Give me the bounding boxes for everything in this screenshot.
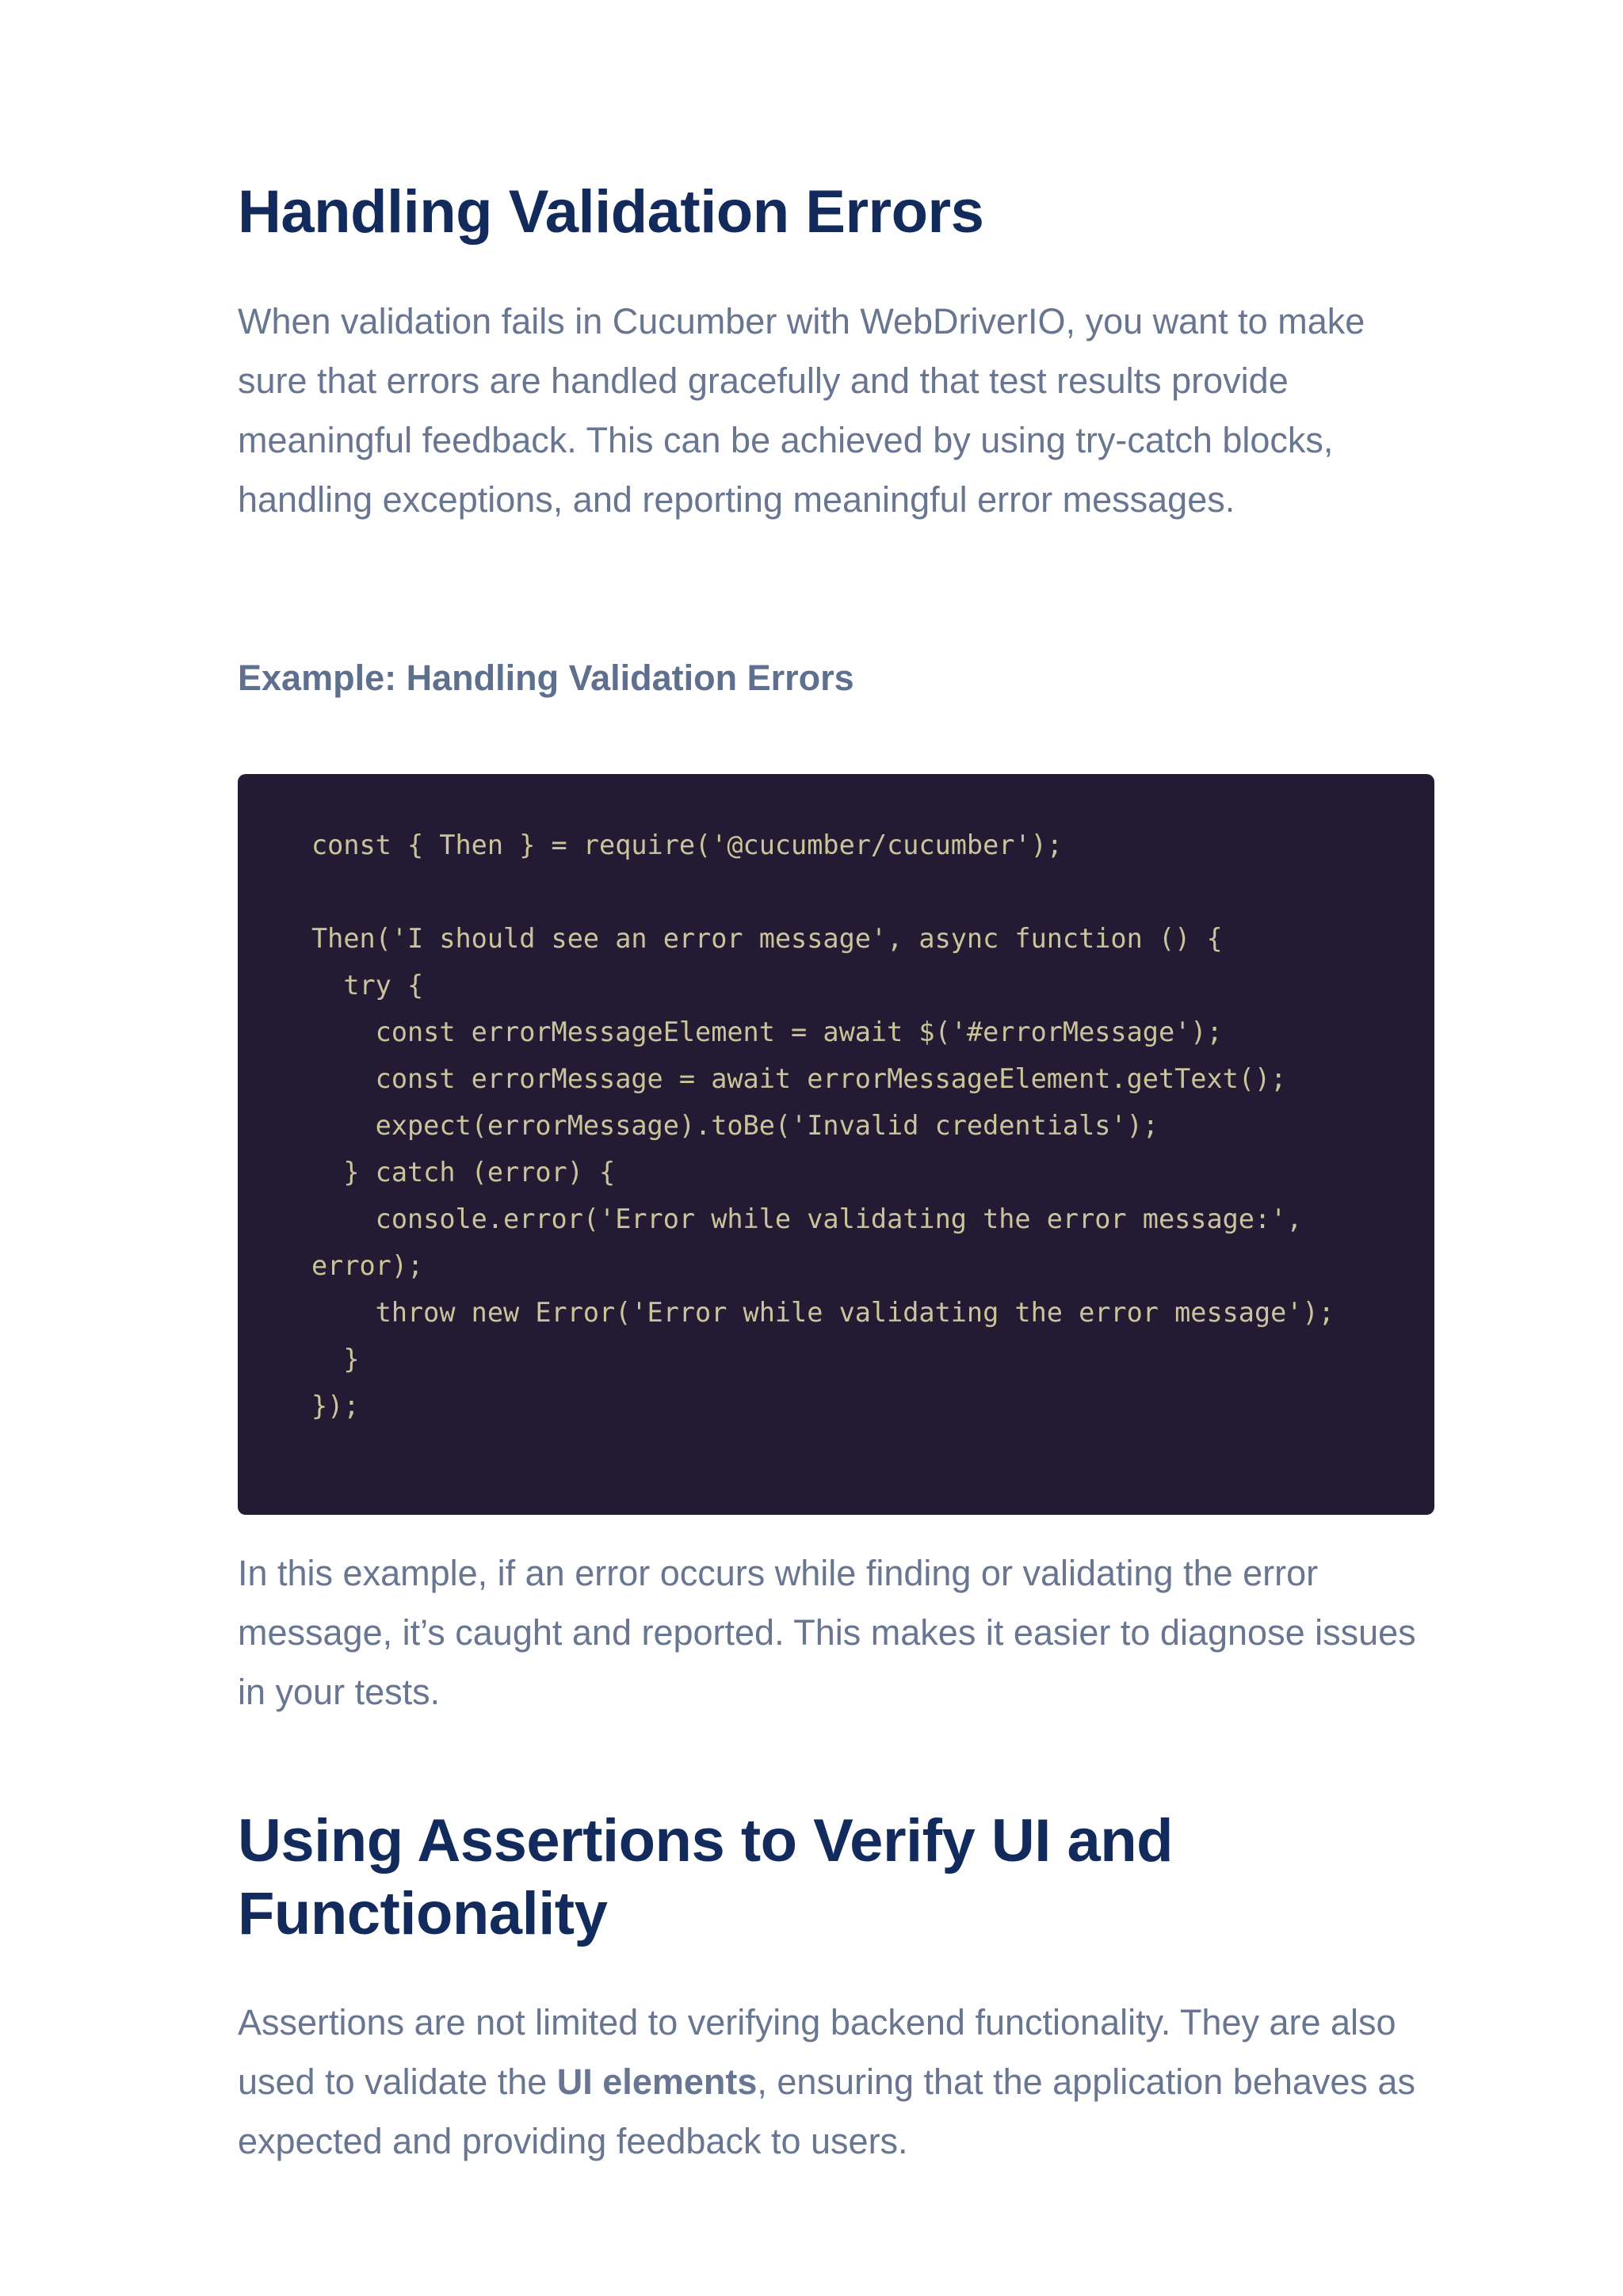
assertions-paragraph: [238, 1993, 1434, 2171]
code-snippet: const { Then } = require('@cucumber/cucumber'); Then('I should see an error message', async function () { try { const errorMessageElement = await $('#errorMessage'); const errorMessage = await errorMessageElement.getText(); expect(errorMessage).toBe('Invalid credentials'); } catch (error) { console.error('Error while validating the error message:', error); throw new Error('Error while validating the error message'); } });: [311, 830, 1335, 1421]
ui-elements-emphasis: UI elements: [556, 2061, 758, 2102]
example-heading: Example: Handling Validation Errors: [238, 658, 854, 698]
code-block: [238, 774, 1434, 1515]
assertions-text-end: , ensuring that the application behaves as expected and providing feedback to users.: [238, 2061, 1415, 2161]
explanation-paragraph: In this example, if an error occurs while finding or validating the error message, it’s caught and reported. This makes it easier to diagnose issues in your tests.: [238, 1553, 1416, 1712]
section-heading-handling-validation-errors: Handling Validation Errors: [238, 178, 984, 246]
assertions-text-start: Assertions are not limited to verifying backend functionality. They are also used to validate the: [238, 2002, 1396, 2102]
intro-paragraph: When validation fails in Cucumber with WebDriverIO, you want to make sure that errors are handled gracefully and that test results provide meaningful feedback. This can be achieved by using try-catch blocks, handling exceptions, and reporting meaningful error messages.: [238, 301, 1365, 520]
section-heading-using-assertions: Using Assertions to Verify UI and Functionality: [238, 1807, 1174, 1947]
